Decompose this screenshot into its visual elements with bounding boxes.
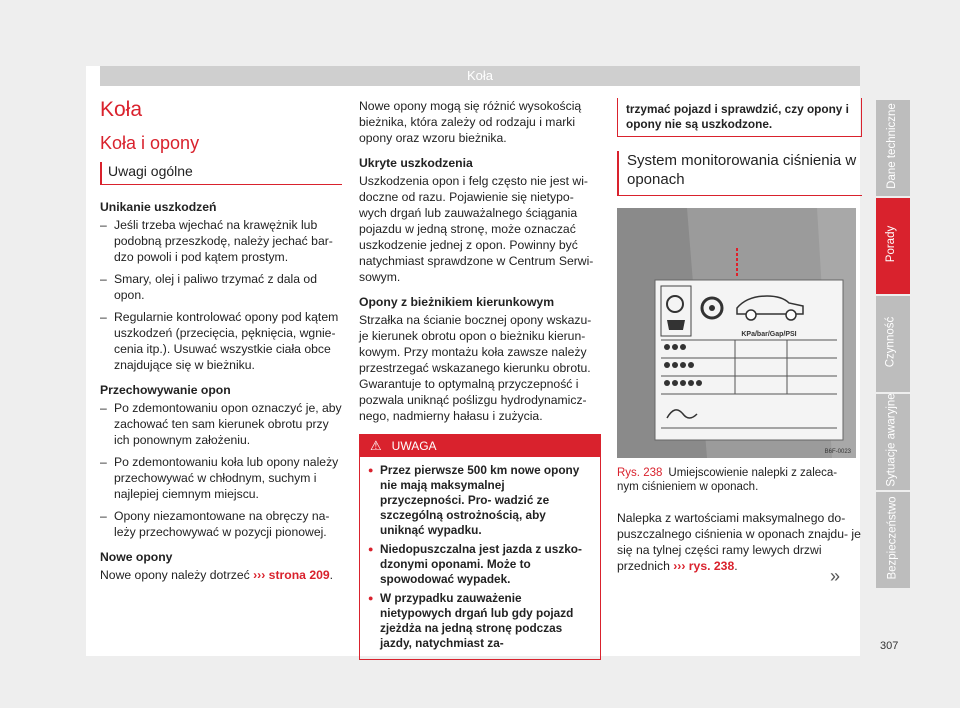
column-3 <box>617 98 862 583</box>
list-item: – Opony niezamontowane na obręczy na- leży przechowywać w pozycji pionowej. <box>100 508 342 540</box>
warning-title: UWAGA <box>391 439 437 453</box>
subsection-title: Uwagi ogólne <box>100 162 342 185</box>
heading-avoid-damage: Unikanie uszkodzeń <box>100 200 217 214</box>
column-2 <box>359 98 601 660</box>
paragraph-new-tyres <box>100 567 342 583</box>
tab-label: Dane techniczne <box>885 103 898 189</box>
page-number: 307 <box>880 640 899 652</box>
figure-reference-link[interactable]: ››› rys. 238 <box>673 559 735 573</box>
new-tyres-text: Nowe opony należy dotrzeć <box>100 568 250 582</box>
paragraph-hidden-damage: Uszkodzenia opon i felg często nie jest wi- doczne od razu. Pojawienie się nietypo- wych drgań lub zauważalnego ściągania pojazdu w jedną stronę, może oznaczać uszkodzenie jednej z opon. Powinny być natychmiast sprawdzone w Centrum Serwi- sowym. <box>359 174 594 284</box>
list-item: – Regularnie kontrolować opony pod kątem uszkodzeń (przecięcia, pęknięcia, wgnie- cenia itp.). Usuwać wszystkie ciała obce znajdujące się w bieżniku. <box>100 309 342 373</box>
column-1 <box>100 98 342 592</box>
tab-label: Sytuacje awaryjne <box>885 393 898 487</box>
warning-continuation: trzymać pojazd i sprawdzić, czy opony i opony nie są uszkodzone. <box>617 98 862 137</box>
figure-tyre-pressure-label <box>617 208 856 458</box>
chapter-title: Koła <box>100 98 143 121</box>
warning-item: ● W przypadku zauważenie nietypowych drgań lub gdy pojazd zjeżdża na jedną stronę podczas jazdy, natychmiast za- <box>368 591 592 651</box>
tab-dane-techniczne[interactable] <box>876 100 910 196</box>
figure-caption <box>617 466 862 494</box>
label-location-text: Nalepka z wartościami maksymalnego do- puszczalnego ciśnienia w oponach znajdu- je się na tylnej części ramy lewych drzwi przednich <box>617 511 861 573</box>
heading-storage: Przechowywanie opon <box>100 383 231 397</box>
heading-directional: Opony z bieżnikiem kierunkowym <box>359 295 555 309</box>
caption-text: Umiejscowienie nalepki z zaleca- nym ciśnieniem w oponach. <box>617 467 838 493</box>
caption-label: Rys. 238 <box>617 467 663 479</box>
warning-header <box>360 435 600 457</box>
list-avoid-damage <box>100 217 342 373</box>
tab-label: Bezpieczeństwo <box>886 496 899 580</box>
tab-label: Porady <box>885 225 898 263</box>
tab-porady[interactable] <box>876 198 910 294</box>
paragraph-label-location <box>617 510 862 574</box>
units-label: KPa/bar/Gap/PSI <box>741 331 797 338</box>
tyre-label-illustration <box>617 208 856 458</box>
sentence-end: . <box>329 568 334 582</box>
tab-bezpieczenstwo[interactable] <box>876 492 910 588</box>
paragraph-directional: Strzałka na ścianie bocznej opony wskazu- je kierunek obrotu opon o bieżniku kierun- kowym. Przy montażu koła zawsze należy przestrzegać wskazanego kierunku obrotu. Gwarantuje to optymalną przyczepność i pozwala uniknąć poślizgu hydrodynamicz- nego, nadmierny hałasu i zużycia. <box>359 313 592 423</box>
tab-sytuacje-awaryjne[interactable] <box>876 394 910 490</box>
warning-item: ● Przez pierwsze 500 km nowe opony nie mają maksymalnej przyczepności. Pro- wadzić ze szczególną ostrożnością, aby uniknąć wypadku. <box>368 463 592 538</box>
tab-czynnosc[interactable] <box>876 296 910 392</box>
figure-code: B6F-0023 <box>824 449 851 455</box>
paragraph-tread: Nowe opony mogą się różnić wysokością bieżnika, która zależy od rodzaju i marki opony oraz wzoru bieżnika. <box>359 99 582 145</box>
heading-hidden-damage: Ukryte uszkodzenia <box>359 156 473 170</box>
warning-body <box>360 457 600 659</box>
sentence-end: . <box>734 559 738 573</box>
list-item: – Po zdemontowaniu opon oznaczyć je, aby zachować ten sam kierunek obrotu przy ich ponownym założeniu. <box>100 400 342 448</box>
subsection-title-tpms: System monitorowania ciśnienia w oponach <box>617 151 862 196</box>
continue-icon: » <box>830 566 841 586</box>
list-storage <box>100 400 342 540</box>
list-item: – Jeśli trzeba wjechać na krawężnik lub podobną przeszkodę, należy jechać bar- dzo powoli i pod kątem prostym. <box>100 217 342 265</box>
list-item: – Po zdemontowaniu koła lub opony należy przechowywać w chłodnym, suchym i najlepiej ciemnym miejscu. <box>100 454 342 502</box>
tab-label: Czynność <box>884 316 897 368</box>
running-header: Koła <box>100 66 860 86</box>
page-reference-link[interactable]: ››› strona 209 <box>253 568 330 582</box>
warning-triangle-icon: ⚠ <box>370 438 382 453</box>
warning-item: ● Niedopuszczalna jest jazda z uszko- dzonymi oponami. Może to spowodować wypadek. <box>368 542 592 587</box>
list-item: – Smary, olej i paliwo trzymać z dala od opon. <box>100 271 342 303</box>
heading-new-tyres: Nowe opony <box>100 550 173 564</box>
warning-box <box>359 434 601 660</box>
section-title: Koła i opony <box>100 133 200 153</box>
